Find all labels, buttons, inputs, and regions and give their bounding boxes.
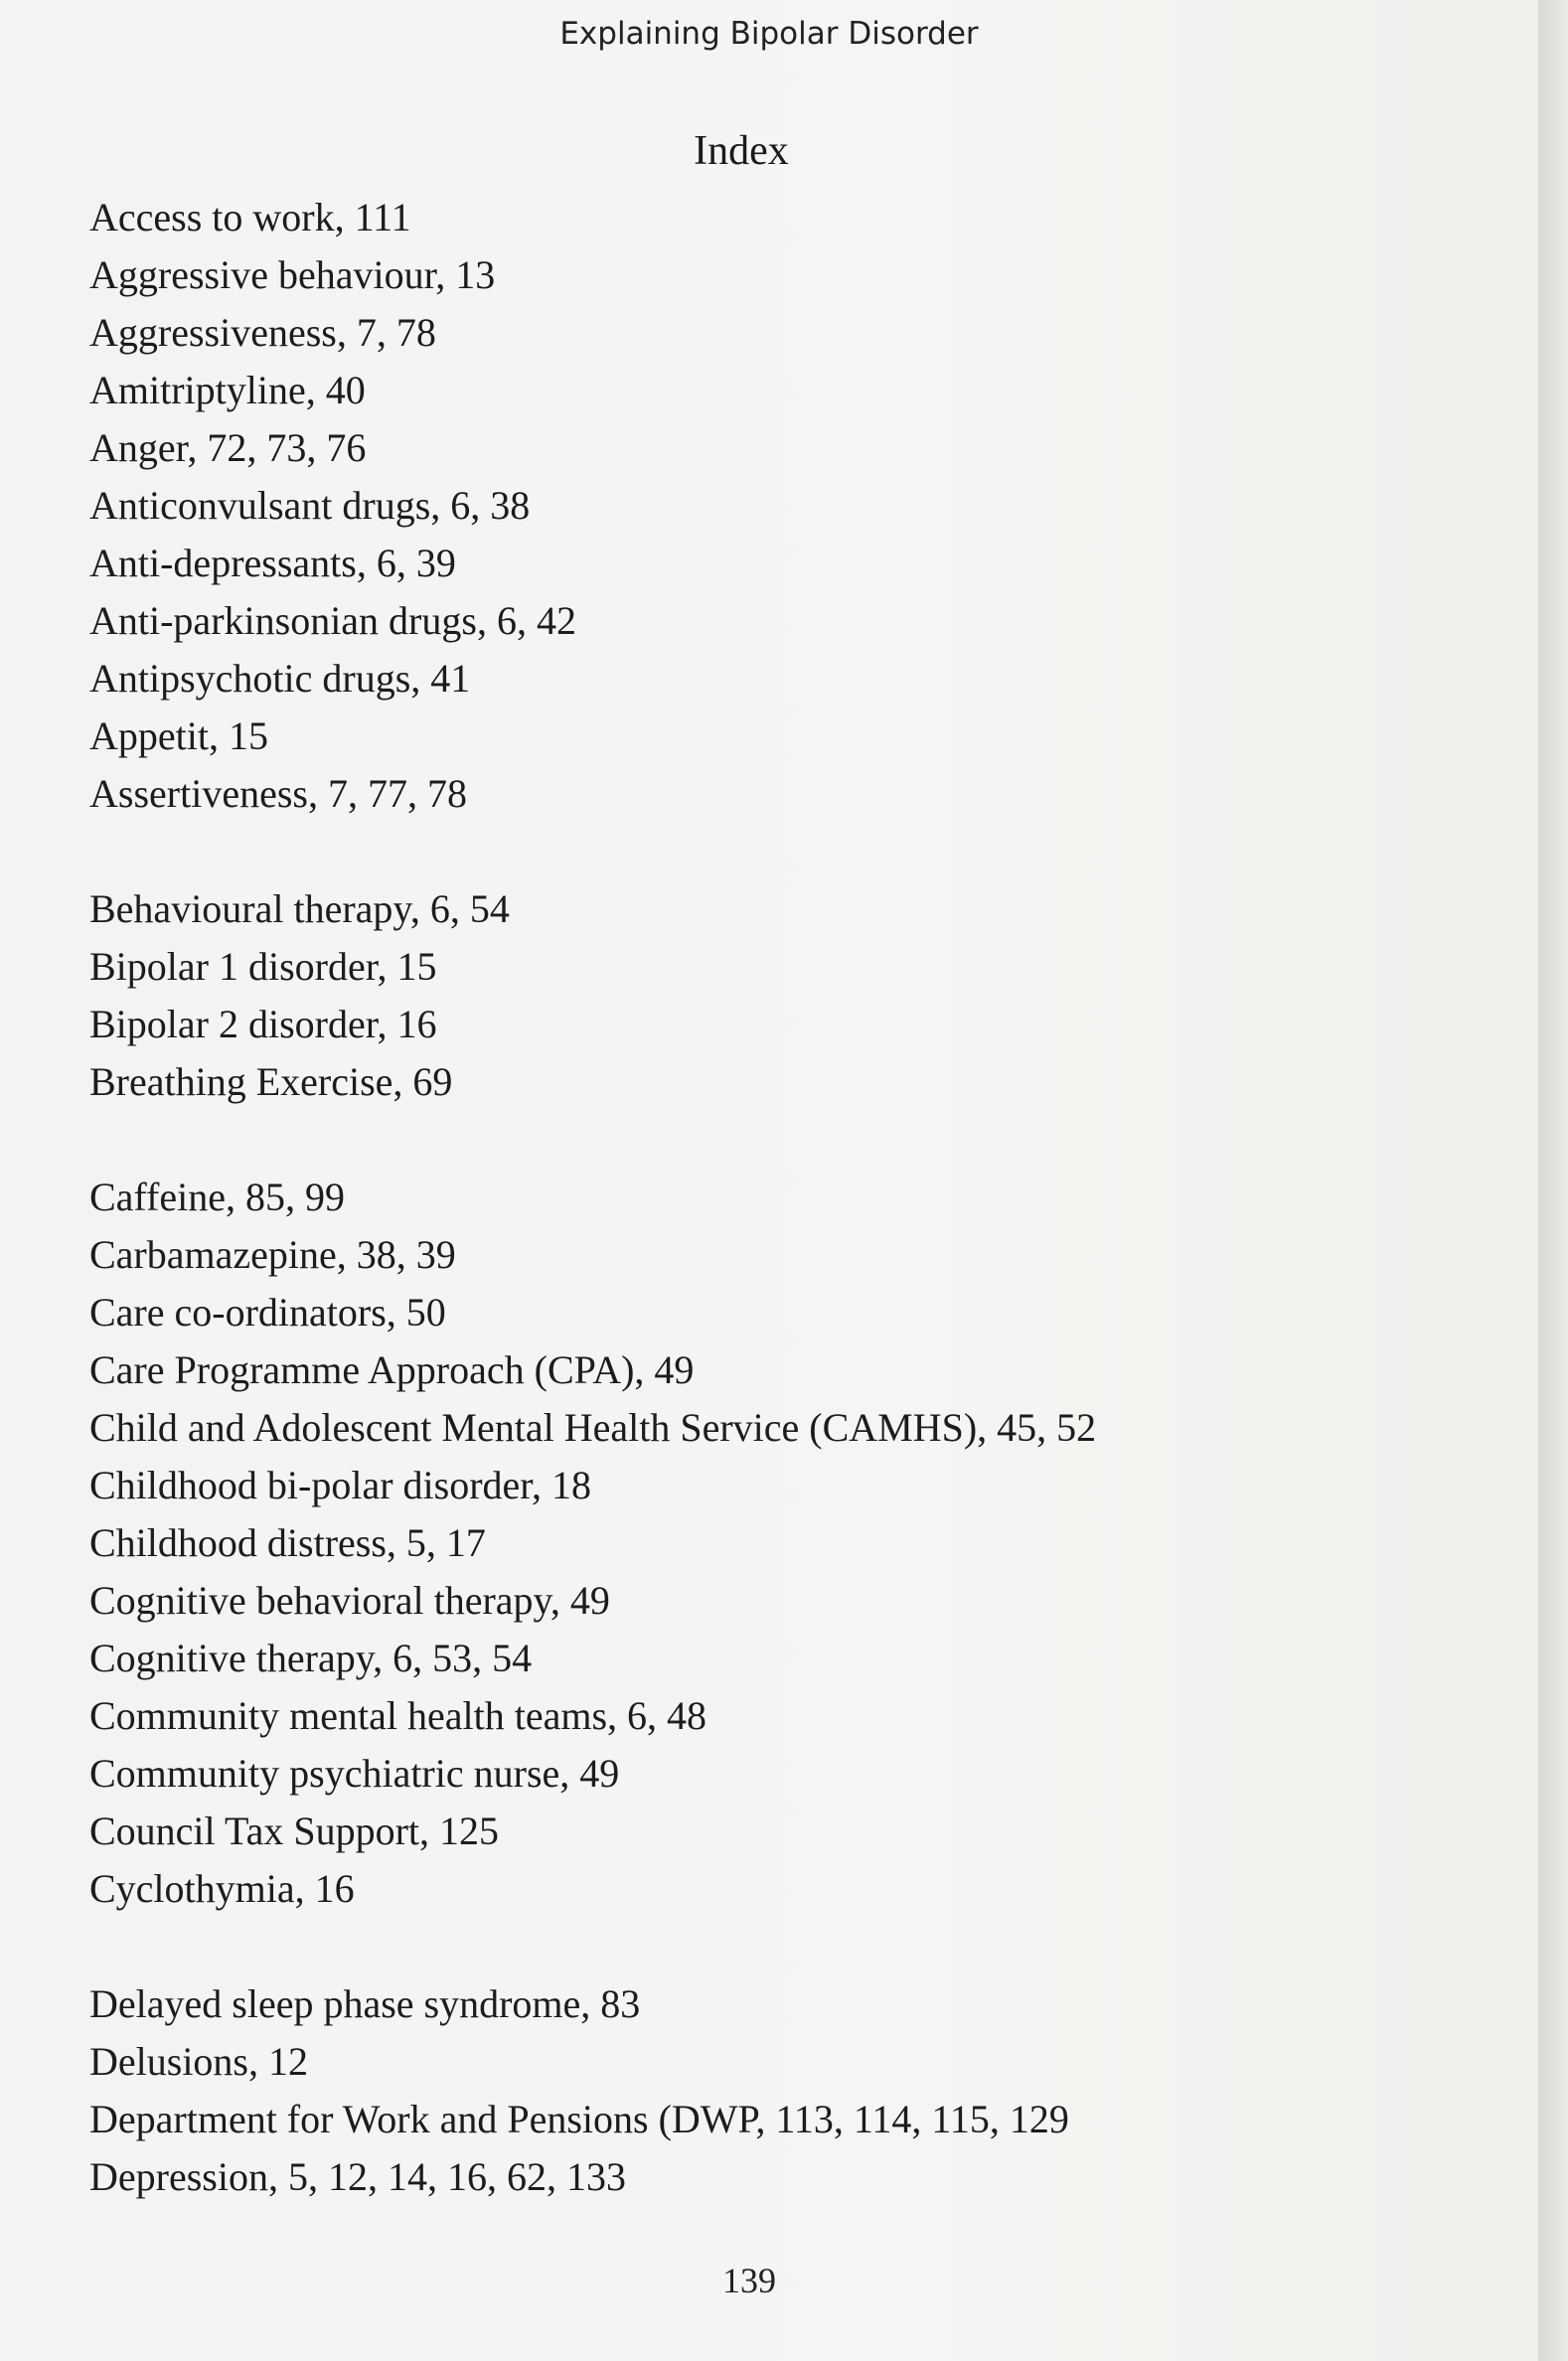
- index-entry: Care co-ordinators, 50: [89, 1290, 446, 1335]
- index-entry: Care Programme Approach (CPA), 49: [89, 1347, 695, 1392]
- index-entry: Amitriptyline, 40: [89, 368, 366, 412]
- index-entry: Community mental health teams, 6, 48: [89, 1693, 707, 1738]
- index-entries: [89, 189, 1481, 2206]
- index-entry: Child and Adolescent Mental Health Service (CAMHS), 45, 52: [89, 1405, 1097, 1450]
- index-entry: Access to work, 111: [89, 195, 411, 239]
- index-entry: Assertiveness, 7, 77, 78: [89, 771, 467, 816]
- running-head: Explaining Bipolar Disorder: [559, 16, 979, 52]
- index-entry: Aggressiveness, 7, 78: [89, 310, 436, 355]
- index-entry: Anticonvulsant drugs, 6, 38: [89, 483, 531, 528]
- group-spacer: [89, 1111, 1481, 1169]
- index-entry: Childhood distress, 5, 17: [89, 1520, 486, 1565]
- page-number: 139: [722, 2261, 776, 2300]
- page-edge-shadow: [1538, 0, 1568, 2361]
- index-entry: Childhood bi-polar disorder, 18: [89, 1463, 591, 1507]
- index-entry: Delusions, 12: [89, 2039, 308, 2084]
- index-entry: Anti-parkinsonian drugs, 6, 42: [89, 598, 576, 643]
- index-entry: Aggressive behaviour, 13: [89, 252, 496, 297]
- index-entry: Bipolar 2 disorder, 16: [89, 1002, 437, 1046]
- index-entry: Cognitive therapy, 6, 53, 54: [89, 1636, 533, 1680]
- index-entry: Depression, 5, 12, 14, 16, 62, 133: [89, 2154, 626, 2199]
- index-entry: Community psychiatric nurse, 49: [89, 1751, 620, 1796]
- group-spacer: [89, 1918, 1481, 1975]
- index-entry: Bipolar 1 disorder, 15: [89, 944, 437, 989]
- index-entry: Behavioural therapy, 6, 54: [89, 886, 510, 931]
- index-entry: Anger, 72, 73, 76: [89, 425, 367, 470]
- index-entry: Caffeine, 85, 99: [89, 1175, 345, 1219]
- index-entry: Antipsychotic drugs, 41: [89, 656, 471, 701]
- group-spacer: [89, 823, 1481, 880]
- index-entry: Department for Work and Pensions (DWP, 113, 114, 115, 129: [89, 2097, 1069, 2141]
- index-entry: Carbamazepine, 38, 39: [89, 1232, 456, 1277]
- index-title: Index: [694, 128, 789, 174]
- index-entry: Anti-depressants, 6, 39: [89, 541, 456, 585]
- index-entry: Breathing Exercise, 69: [89, 1059, 453, 1104]
- index-entry: Appetit, 15: [89, 713, 268, 758]
- index-entry: Cognitive behavioral therapy, 49: [89, 1578, 610, 1623]
- index-entry: Cyclothymia, 16: [89, 1866, 355, 1911]
- index-entry: Council Tax Support, 125: [89, 1809, 500, 1853]
- index-entry: Delayed sleep phase syndrome, 83: [89, 1981, 641, 2026]
